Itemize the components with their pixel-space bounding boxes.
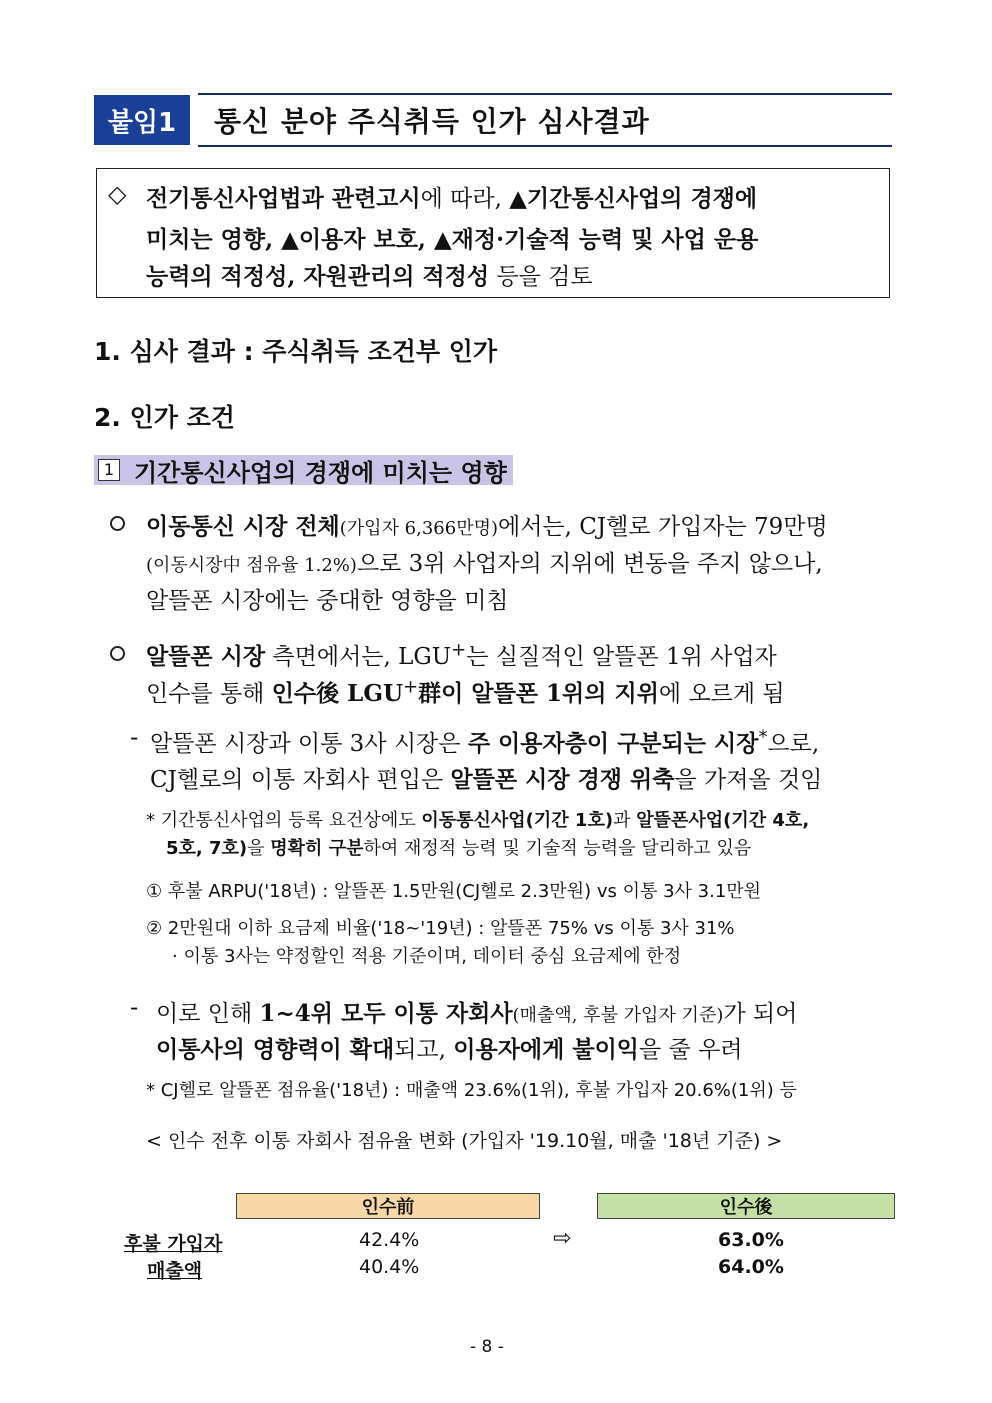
subsection-heading bbox=[94, 455, 513, 485]
subsection-title: 기간통신사업의 경쟁에 미치는 영향 bbox=[134, 458, 507, 487]
para1-line2: (이동시장中 점유율 1.2%)으로 3위 사업자의 지위에 변동을 주지 않으나, bbox=[146, 551, 823, 577]
row-label-revenue: 매출액 bbox=[147, 1260, 203, 1282]
diamond-bullet-icon: ◇ bbox=[108, 180, 127, 208]
right-arrow-icon: ⇨ bbox=[553, 1226, 572, 1251]
row-label-postpaid: 후불 가입자 bbox=[124, 1233, 223, 1255]
para2-line1: 알뜰폰 시장 측면에서는, LGU+는 실질적인 알뜰폰 1위 사업자 bbox=[146, 639, 777, 670]
circle-bullet-icon bbox=[110, 646, 125, 665]
note1-item-1: ① 후불 ARPU('18년) : 알뜰폰 1.5만원(CJ헬로 2.3만원) vs 이통 3사 3.1만원 bbox=[146, 881, 762, 902]
table-caption: < 인수 전후 이통 자회사 점유율 변화 (가입자 '19.10월, 매출 '18년 기준) > bbox=[146, 1130, 783, 1152]
title-rule-top bbox=[198, 93, 892, 95]
section-1-heading: 1. 심사 결과 : 주식취득 조건부 인가 bbox=[94, 337, 498, 366]
para2-line2: 인수를 통해 인수後 LGU+群이 알뜰폰 1위의 지위에 오르게 됨 bbox=[146, 676, 785, 707]
page-title: 통신 분야 주식취득 인가 심사결과 bbox=[214, 105, 650, 138]
title-rule-bottom bbox=[198, 145, 892, 147]
dash-bullet: - bbox=[130, 725, 139, 751]
cell-after-postpaid: 63.0% bbox=[718, 1229, 784, 1251]
circle-bullet-icon bbox=[110, 516, 125, 535]
para1-line1: 이동통신 시장 전체(가입자 6,366만명)에서는, CJ헬로 가입자는 79만명 bbox=[146, 513, 828, 540]
summary-line-1: 전기통신사업법과 관련고시에 따라, ▲기간통신사업의 경쟁에 bbox=[146, 185, 758, 212]
dash-bullet: - bbox=[130, 995, 139, 1021]
attachment-badge: 붙임1 bbox=[94, 95, 190, 145]
note1-item-2: ② 2만원대 이하 요금제 비율('18~'19년) : 알뜰폰 75% vs 이통 3사 31% bbox=[146, 918, 735, 939]
triangle-icon: ▲ bbox=[509, 186, 527, 212]
summary-line-2: 미치는 영향, ▲이용자 보호, ▲재정·기술적 능력 및 사업 운용 bbox=[146, 226, 759, 253]
para3-line2: CJ헬로의 이통 자회사 편입은 알뜰폰 시장 경쟁 위축을 가져올 것임 bbox=[150, 766, 823, 793]
before-header: 인수前 bbox=[236, 1193, 540, 1219]
cell-after-revenue: 64.0% bbox=[718, 1256, 784, 1278]
after-header: 인수後 bbox=[597, 1193, 895, 1219]
para4-note: * CJ헬로 알뜰폰 점유율('18년) : 매출액 23.6%(1위), 후불 가입자 20.6%(1위) 등 bbox=[146, 1080, 797, 1101]
cell-before-revenue: 40.4% bbox=[359, 1256, 420, 1278]
triangle-icon: ▲ bbox=[281, 227, 299, 253]
para4-line1: 이로 인해 1~4위 모두 이통 자회사(매출액, 후불 가입자 기준)가 되어 bbox=[156, 1000, 798, 1027]
note1-line1: * 기간통신사업의 등록 요건상에도 이동통신사업(기간 1호)과 알뜰폰사업(기간 4호, bbox=[146, 810, 810, 831]
subsection-number: 1 bbox=[98, 459, 120, 481]
note1-line2: 5호, 7호)을 명확히 구분하여 재정적 능력 및 기술적 능력을 달리하고 있음 bbox=[166, 838, 752, 859]
summary-line-3: 능력의 적정성, 자원관리의 적정성 등을 검토 bbox=[146, 263, 593, 290]
note1-item-3: · 이통 3사는 약정할인 적용 기준이며, 데이터 중심 요금제에 한정 bbox=[172, 946, 682, 967]
para1-line3: 알뜰폰 시장에는 중대한 영향을 미침 bbox=[146, 588, 509, 614]
cell-before-postpaid: 42.4% bbox=[359, 1229, 420, 1251]
section-2-heading: 2. 인가 조건 bbox=[94, 403, 235, 432]
page-number: - 8 - bbox=[470, 1337, 504, 1357]
triangle-icon: ▲ bbox=[433, 227, 452, 253]
para4-line2: 이통사의 영향력이 확대되고, 이용자에게 불이익을 줄 우려 bbox=[156, 1036, 743, 1063]
para3-line1: 알뜰폰 시장과 이통 3사 시장은 주 이용자층이 구분되는 시장*으로, bbox=[150, 726, 820, 757]
